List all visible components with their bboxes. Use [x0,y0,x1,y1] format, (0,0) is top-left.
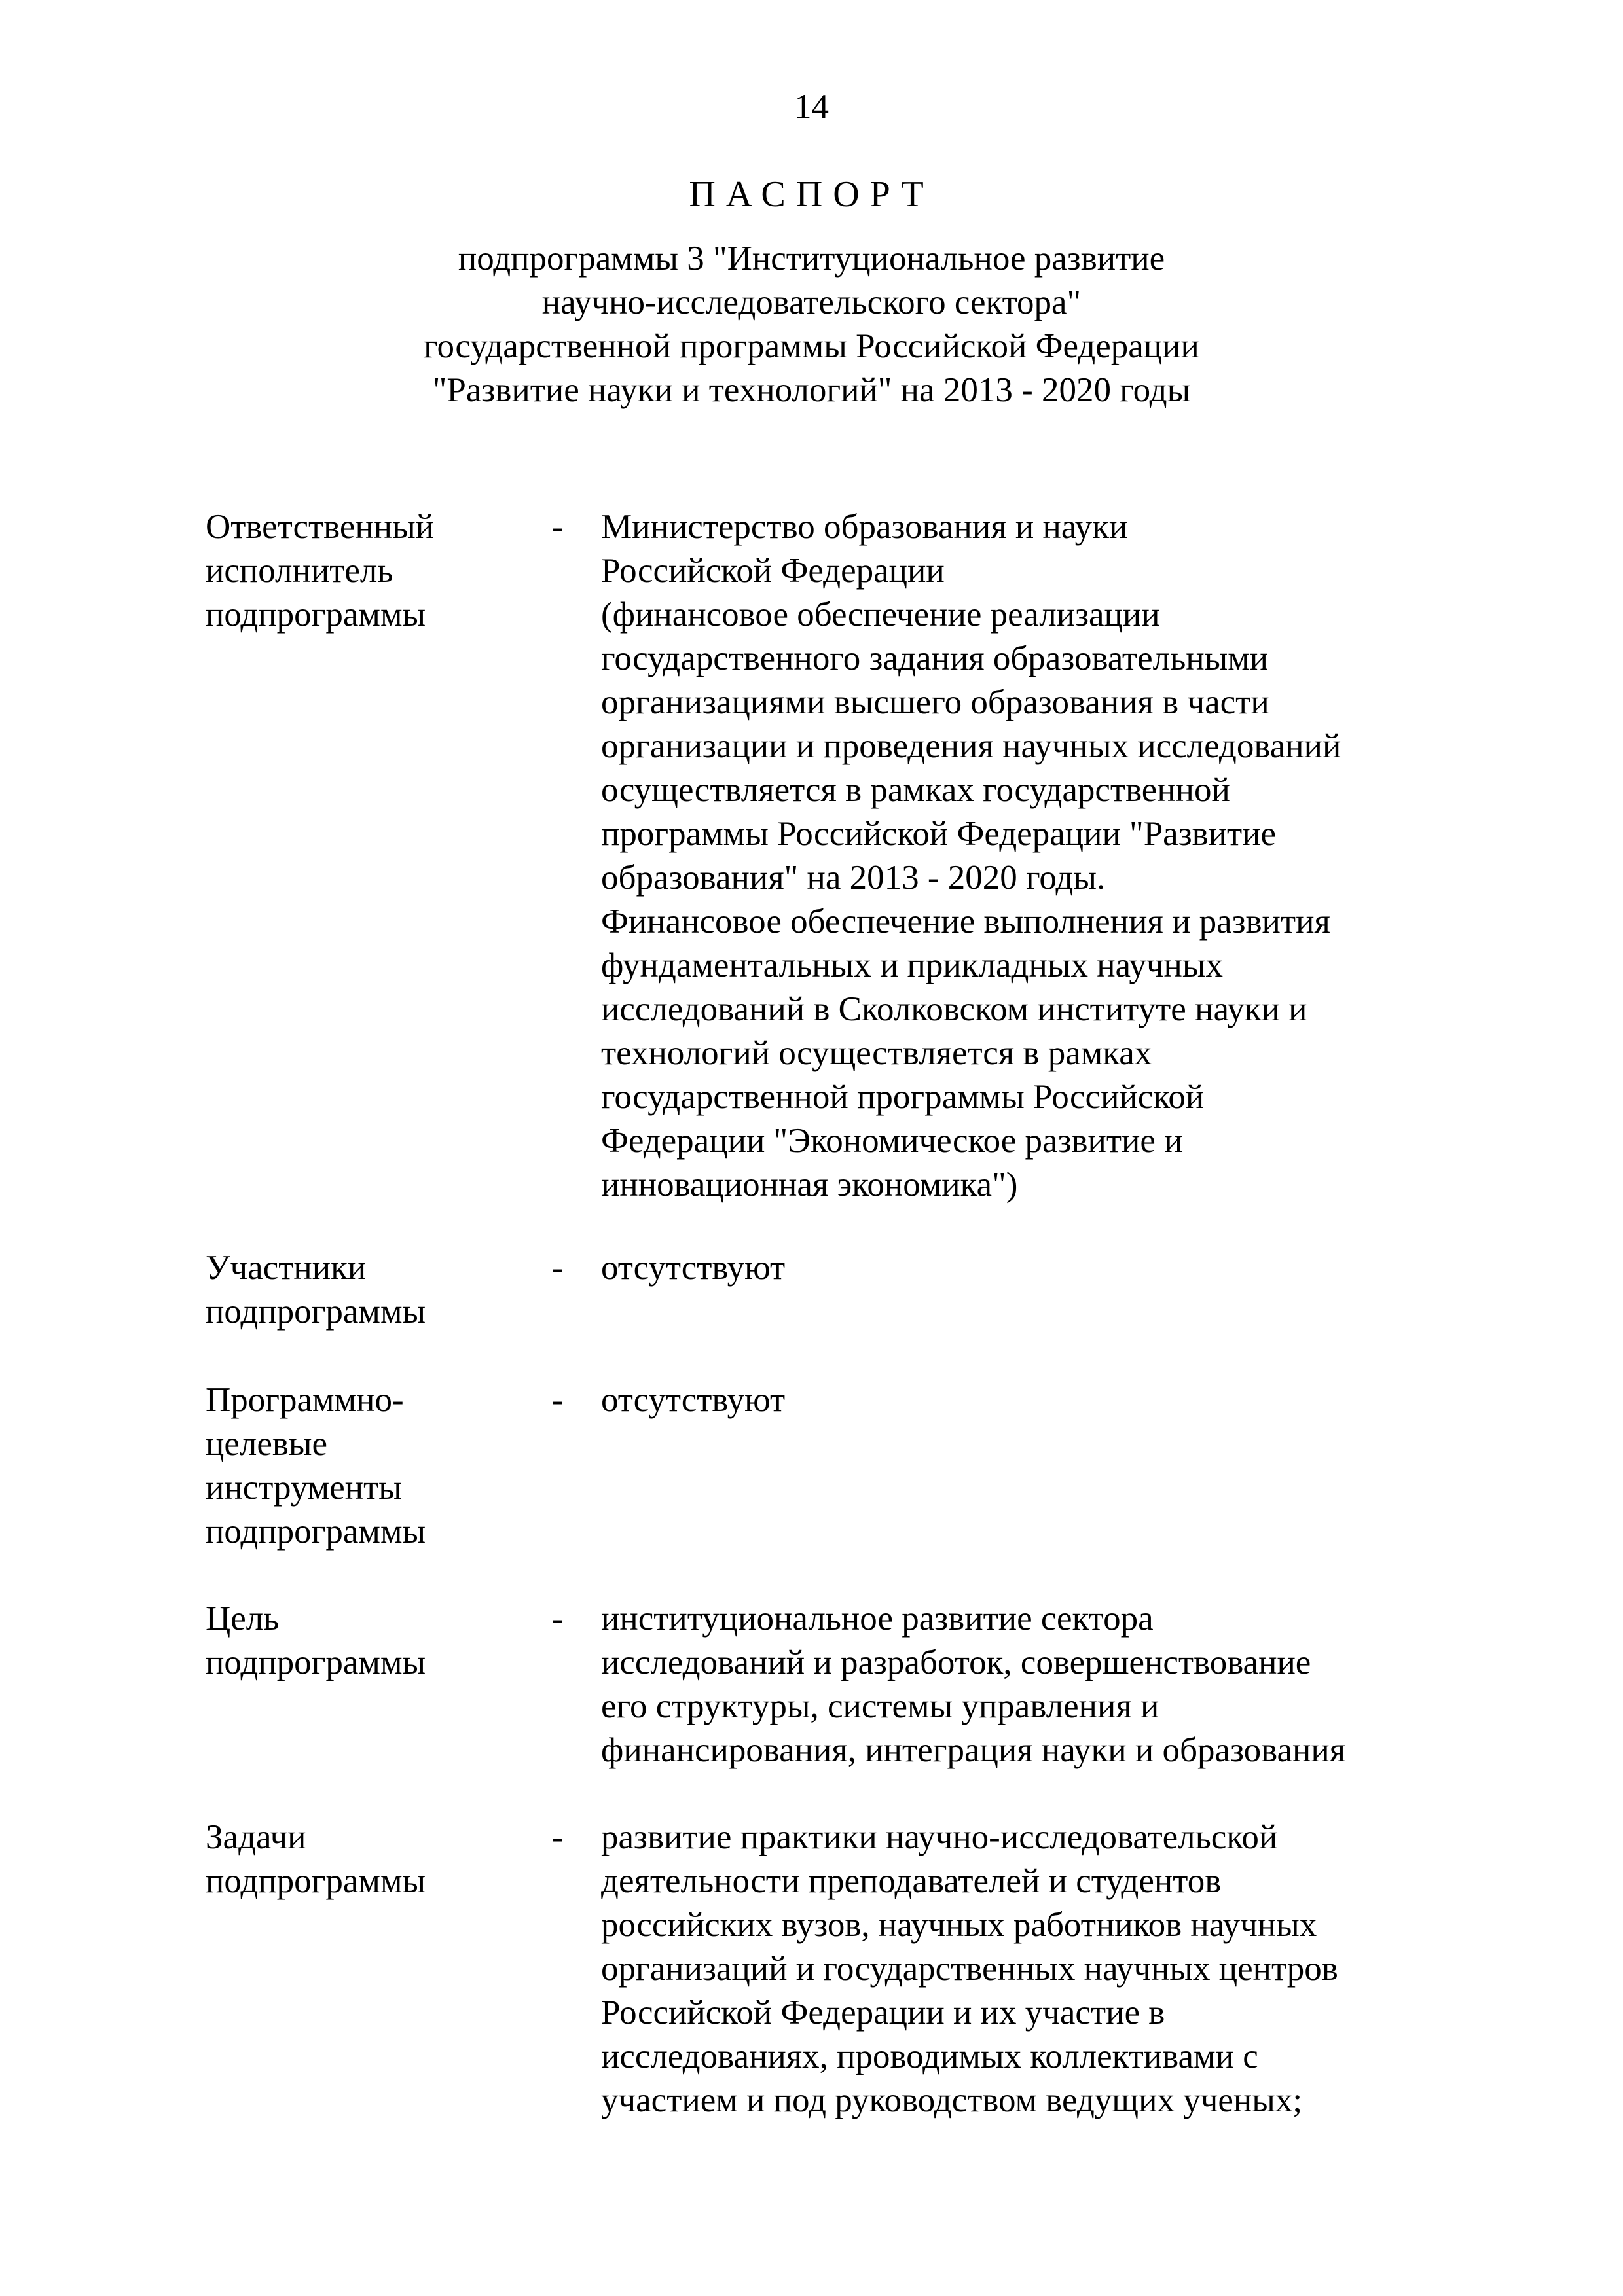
value-line: инновационная экономика") [601,1166,1018,1204]
label-line: подпрограммы [206,1513,426,1551]
subtitle-line: подпрограммы 3 "Институциональное развитие [458,240,1165,278]
value-line: исследованиях, проводимых коллективами с [601,2037,1258,2075]
row-value [601,1597,1452,1772]
label-line: подпрограммы [206,596,426,634]
label-line: подпрограммы [206,1643,426,1681]
value-line: осуществляется в рамках государственной [601,771,1230,809]
row-value [601,1246,1452,1290]
value-line: исследований и разработок, совершенствование [601,1643,1311,1681]
value-line: государственного задания образовательными [601,639,1269,677]
label-line: Задачи [206,1818,306,1856]
subtitle-line: государственной программы Российской Федерации [424,327,1199,365]
value-line: отсутствуют [601,1249,786,1287]
row-dash: - [552,1249,564,1287]
value-line: финансирования, интеграция науки и образования [601,1731,1346,1769]
label-line: исполнитель [206,552,393,590]
value-line: образования" на 2013 - 2020 годы. [601,859,1106,897]
value-line: институциональное развитие сектора [601,1600,1154,1638]
label-line: Ответственный [206,508,435,546]
row-dash: - [552,1818,564,1856]
row-label [206,1816,481,1903]
value-line: организациями высшего образования в части [601,683,1269,721]
page-number: 14 [794,88,829,126]
subtitle-line: "Развитие науки и технологий" на 2013 - 2020 годы [432,371,1191,409]
value-line: Российской Федерации [601,552,945,590]
row-label [206,505,481,637]
label-line: Цель [206,1600,280,1638]
label-line: инструменты [206,1469,402,1507]
value-line: российских вузов, научных работников научных [601,1906,1317,1944]
row-value [601,1816,1452,2123]
value-line: (финансовое обеспечение реализации [601,596,1160,634]
row-label [206,1246,481,1334]
value-line: развитие практики научно-исследовательской [601,1818,1278,1856]
row-label [206,1597,481,1685]
value-line: Федерации "Экономическое развитие и [601,1122,1183,1160]
row-value [601,505,1452,1207]
label-line: подпрограммы [206,1862,426,1900]
label-line: подпрограммы [206,1293,426,1331]
value-line: технологий осуществляется в рамках [601,1034,1152,1072]
value-line: программы Российской Федерации "Развитие [601,815,1277,853]
value-line: Российской Федерации и их участие в [601,1994,1165,2032]
document-title: ПАСПОРТ [689,174,934,215]
document-subtitle [0,237,1623,412]
row-label [206,1378,481,1554]
value-line: Финансовое обеспечение выполнения и развития [601,903,1330,941]
row-dash: - [552,1600,564,1638]
value-line: отсутствуют [601,1381,786,1419]
value-line: Министерство образования и науки [601,508,1128,546]
value-line: участием и под руководством ведущих ученых; [601,2081,1303,2119]
row-value [601,1378,1452,1422]
value-line: фундаментальных и прикладных научных [601,946,1224,984]
value-line: государственной программы Российской [601,1078,1205,1116]
label-line: Участники [206,1249,367,1287]
value-line: деятельности преподавателей и студентов [601,1862,1222,1900]
value-line: исследований в Сколковском институте науки и [601,990,1307,1028]
row-dash: - [552,508,564,546]
value-line: его структуры, системы управления и [601,1687,1159,1725]
subtitle-line: научно-исследовательского сектора" [541,283,1082,321]
label-line: Программно- [206,1381,404,1419]
row-dash: - [552,1381,564,1419]
value-line: организаций и государственных научных центров [601,1950,1338,1988]
value-line: организации и проведения научных исследований [601,727,1341,765]
label-line: целевые [206,1425,328,1463]
